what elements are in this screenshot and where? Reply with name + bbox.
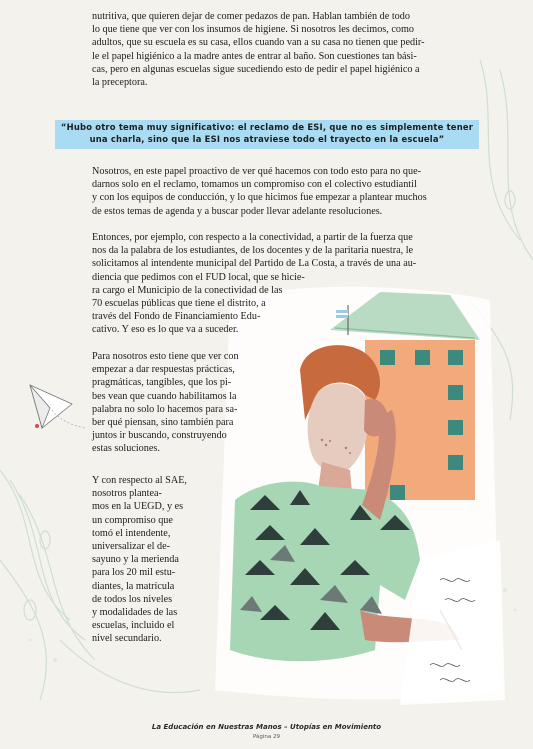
text-line: palabra no solo lo hacemos para sa-	[92, 403, 238, 415]
text-line: solicitamos al intendente municipal del Partido de La Costa, a través de una au-	[92, 258, 417, 270]
text-line: escuelas, incluido el	[92, 620, 175, 632]
text-line: cativo. Y eso es lo que va a suceder.	[92, 324, 239, 336]
text-line: Entonces, por ejemplo, con respecto a la conectividad, a partir de la fuerza que	[92, 232, 413, 243]
text-line: juntos ir buscando, construyendo	[92, 430, 227, 442]
text-line: pragmáticas, tangibles, que los pi-	[92, 377, 232, 389]
text-line: darnos solo en el reclamo, tomamos un compromiso con el colectivo estudiantil	[92, 179, 417, 191]
quote-line: una charla, sino que la ESI nos atraviese todo el trayecto en la escuela”	[89, 133, 445, 144]
text-line: estas soluciones.	[92, 443, 160, 455]
page-number: Página 29	[252, 734, 281, 740]
text-line: nutritiva, que quieren dejar de comer pedazos de pan. Hablan también de todo	[92, 11, 410, 22]
text-line: para los 20 mil estu-	[92, 567, 176, 579]
text-line: Y con respecto al SAE,	[92, 475, 187, 486]
text-line: ra cargo el Municipio de la conectividad de las	[92, 284, 283, 296]
footer-title: La Educación en Nuestras Manos – Utopías en Movimiento	[151, 723, 382, 731]
text-line: ber qué piensan, sino también para	[92, 417, 234, 429]
text-line: lo que tiene que ver con los insumos de higiene. Si nosotros les decimos, como	[92, 24, 414, 36]
text-line: nosotros planteа-	[92, 488, 162, 500]
quote-line: “Hubo otro tema muy significativo: el reclamo de ESI, que no es simplemente tener	[60, 122, 474, 132]
text-line: universalizar el de-	[92, 541, 171, 553]
text-line: y modalidades de las	[92, 607, 178, 619]
highlighted-quote	[55, 120, 479, 149]
text-line: nivel secundario.	[92, 633, 162, 645]
text-line: Para nosotros esto tiene que ver con	[92, 351, 239, 362]
text-line: nos da la palabra de los estudiantes, de los docentes y de la paritaria nuestra, le	[92, 245, 414, 257]
paragraph-3	[92, 231, 487, 337]
text-line: y con los equipos de conducción, y lo que hicimos fue empezar a plantear muchos	[92, 192, 427, 204]
text-line: mos en la UEGD, y es	[92, 501, 184, 513]
text-line: través del Fondo de Financiamiento Edu-	[92, 311, 261, 323]
text-line: un compromiso que	[92, 514, 173, 526]
text-line: diantes, la matrícula	[92, 580, 175, 592]
text-line: bes vean que cuando habilitamos la	[92, 390, 237, 402]
text-line: sayuno y la merienda	[92, 554, 179, 566]
text-line: diencia que pedimos con el FUD local, que se hicie-	[92, 271, 305, 283]
text-line: tomó el intendente,	[92, 527, 171, 539]
text-line: Nosotros, en este papel proactivo de ver qué hacemos con todo esto para no que-	[92, 166, 422, 177]
text-line: le el papel higiénico a la madre antes de entrar al baño. Son cuestiones tan bási-	[92, 50, 417, 62]
paragraph-1	[92, 10, 487, 89]
text-line: empezar a dar respuestas prácticas,	[92, 364, 235, 376]
paragraph-4	[92, 350, 272, 456]
text-line: adultos, que su escuela es su casa, ellos cuando van a su casa no tienen que pedir-	[92, 37, 425, 49]
text-line: la preceptora.	[92, 77, 148, 89]
text-line: de estos temas de agenda y a buscar poder llevar adelante resoluciones.	[92, 205, 383, 217]
text-line: cas, pero en algunas escuelas sigue sucediendo esto de pedir el papel higiénico a	[92, 63, 420, 75]
text-line: 70 escuelas públicas que tiene el distrito, a	[92, 298, 266, 310]
paragraph-5	[92, 474, 212, 646]
text-line: de todos los niveles	[92, 593, 173, 605]
paragraph-2	[92, 165, 487, 218]
